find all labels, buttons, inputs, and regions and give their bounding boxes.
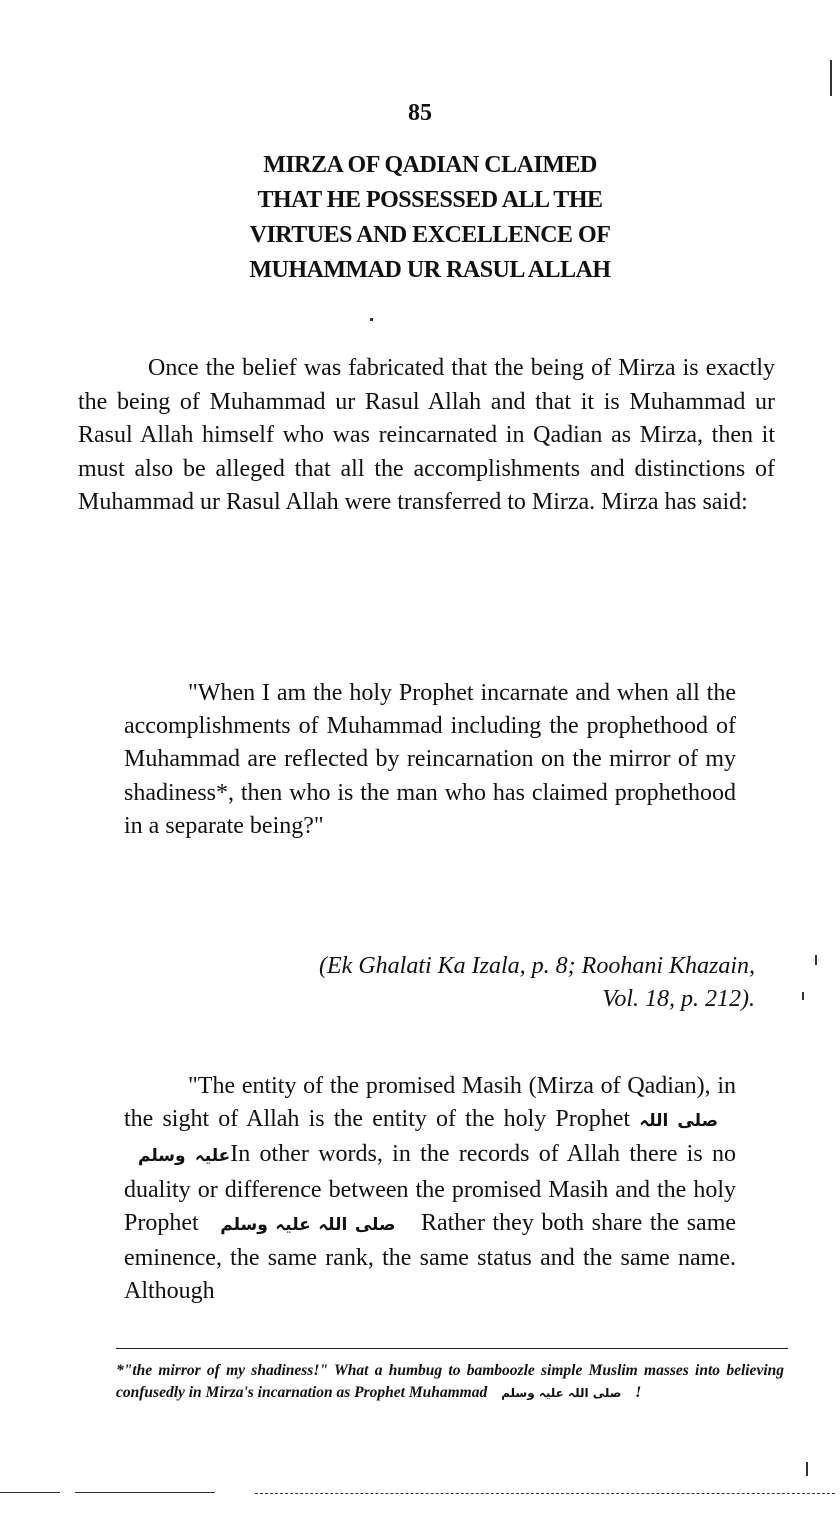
quote-2-part-1: "The entity of the promised Masih (Mirza of Qadian), in the sight of Allah is the entity of the holy Prophet <box>124 1073 736 1133</box>
scan-mark <box>806 1462 808 1476</box>
quote-block-2 <box>124 1070 736 1308</box>
body-paragraph <box>78 352 775 520</box>
scan-rule <box>0 1492 60 1493</box>
citation-line-1: (Ek Ghalati Ka Izala, p. 8; Roohani Khazain, <box>319 953 755 979</box>
quote-block-1 <box>124 677 736 843</box>
citation <box>150 950 755 1016</box>
footnote-divider <box>116 1348 788 1349</box>
page-number: 85 <box>408 100 432 126</box>
quote-1-text: "When I am the holy Prophet incarnate and when all the accomplishments of Muhammad including the prophethood of Muhammad are reflected by reincarnation on the mirror of my shadiness*, then who is the man who has claimed prophethood in a separate being?" <box>124 680 736 839</box>
footnote-salutation-arabic: صلی اللہ علیہ وسلم <box>501 1385 622 1400</box>
title-line-2: THAT HE POSSESSED ALL THE <box>257 187 603 213</box>
scan-mark <box>802 992 804 1000</box>
scan-mark <box>815 955 817 965</box>
scan-rule <box>255 1493 835 1494</box>
salutation-arabic-1: صلی اللہ علیہ وسلم <box>138 1111 718 1167</box>
salutation-arabic-2: صلی اللہ علیہ وسلم <box>220 1214 396 1235</box>
footnote <box>116 1360 784 1404</box>
scan-mark <box>370 318 373 321</box>
quote-2-part-3: Rather they both share the same eminence, the same rank, the same status and the same name. Although <box>124 1209 737 1305</box>
title-line-4: MUHAMMAD UR RASUL ALLAH <box>249 257 611 283</box>
title-line-1: MIRZA OF QADIAN CLAIMED <box>263 152 597 178</box>
footnote-part-2: ! <box>635 1383 642 1401</box>
body-paragraph-text: Once the belief was fabricated that the being of Mirza is exactly the being of Muhammad ur Rasul Allah and that it is Muhammad ur Rasul Allah himself who was reincarnated in Qadian as Mirza, then it must also be alleged that all the accomplishments and distinctions of Muhammad ur Rasul Allah were transferred to Mirza. Mirza has said: <box>78 355 775 515</box>
title-line-3: VIRTUES AND EXCELLENCE OF <box>249 222 611 248</box>
quote-2-part-2: In other words, in the records of Allah there is no duality or difference between the promised Masih and the holy Prophet <box>124 1141 736 1236</box>
scan-mark <box>830 60 832 96</box>
citation-line-2: Vol. 18, p. 212). <box>602 986 755 1012</box>
scan-rule <box>75 1492 215 1493</box>
footnote-part-1: *"the mirror of my shadiness!" What a humbug to bamboozle simple Muslim masses into believing confusedly in Mirza's incarnation as Prophet Muhammad <box>116 1362 784 1401</box>
chapter-title <box>160 148 700 288</box>
